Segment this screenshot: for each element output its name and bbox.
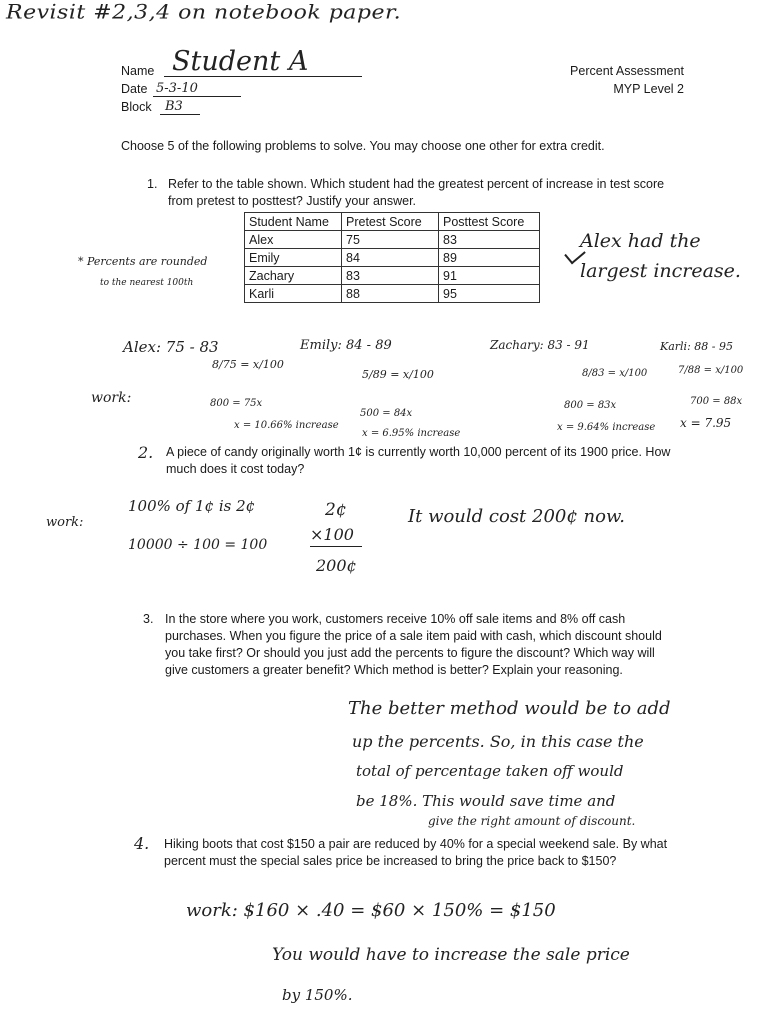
assessment-title: Percent Assessment bbox=[570, 64, 684, 78]
table-cell: Zachary bbox=[245, 267, 342, 285]
q4-work: work: $160 × .40 = $60 × 150% = $150 bbox=[186, 900, 556, 921]
instructions: Choose 5 of the following problems to solve. You may choose one other for extra credit. bbox=[121, 139, 605, 153]
table-row bbox=[245, 231, 540, 249]
table-cell: 75 bbox=[342, 231, 439, 249]
table-cell: Alex bbox=[245, 231, 342, 249]
block-label: Block bbox=[121, 100, 152, 114]
q1-number: 1. bbox=[147, 177, 158, 191]
q3-number: 3. bbox=[143, 612, 154, 626]
table-cell: 91 bbox=[439, 267, 540, 285]
block-value: B3 bbox=[165, 99, 183, 114]
table-cell: 83 bbox=[439, 231, 540, 249]
assessment-level: MYP Level 2 bbox=[613, 82, 684, 96]
q2-mult-result: 200¢ bbox=[316, 556, 357, 575]
date-value: 5-3-10 bbox=[156, 81, 198, 96]
q4-text: Hiking boots that cost $150 a pair are reduced by 40% for a special weekend sale. By what percent must the special sales price be increased to bring the price back to $150? bbox=[164, 837, 668, 868]
table-cell: 84 bbox=[342, 249, 439, 267]
table-header-row bbox=[245, 213, 540, 231]
work-karli-result: x = 7.95 bbox=[680, 416, 732, 430]
q4-number: 4. bbox=[134, 834, 150, 853]
q1-side-note: * Percents are rounded bbox=[78, 255, 208, 268]
work-alex-ratio: 8/75 = x/100 bbox=[212, 358, 284, 371]
table-cell: 88 bbox=[342, 285, 439, 303]
date-underline bbox=[153, 96, 241, 97]
table-row bbox=[245, 249, 540, 267]
table-cell: 95 bbox=[439, 285, 540, 303]
table-row bbox=[245, 285, 540, 303]
work-alex-title: Alex: 75 - 83 bbox=[123, 338, 219, 356]
q1-work-label: work: bbox=[91, 390, 132, 406]
name-value: Student A bbox=[172, 46, 309, 77]
q4-answer-line-1: You would have to increase the sale price bbox=[272, 945, 630, 965]
work-emily-cross: 500 = 84x bbox=[360, 408, 413, 419]
date-label: Date bbox=[121, 82, 148, 96]
table-cell: Karli bbox=[245, 285, 342, 303]
work-zachary-cross: 800 = 83x bbox=[564, 400, 617, 411]
work-emily-result: x = 6.95% increase bbox=[362, 428, 461, 439]
table-cell: 83 bbox=[342, 267, 439, 285]
work-karli-title: Karli: 88 - 95 bbox=[660, 340, 733, 353]
table-header-cell: Student Name bbox=[245, 213, 342, 231]
work-zachary-title: Zachary: 83 - 91 bbox=[490, 338, 590, 352]
q2-mult-bottom: ×100 bbox=[310, 525, 354, 544]
q2-work-1: 100% of 1¢ is 2¢ bbox=[128, 497, 256, 515]
work-zachary-result: x = 9.64% increase bbox=[557, 422, 656, 433]
work-alex-result: x = 10.66% increase bbox=[234, 420, 339, 431]
work-karli-cross: 700 = 88x bbox=[690, 396, 743, 407]
q4-answer-line-2: by 150%. bbox=[282, 986, 353, 1004]
q1-answer-line-2: largest increase. bbox=[580, 260, 741, 282]
q1-text: Refer to the table shown. Which student had the greatest percent of increase in test score from pretest to posttest? Justify your answer. bbox=[168, 177, 665, 208]
table-cell: Emily bbox=[245, 249, 342, 267]
q2-number: 2. bbox=[138, 443, 154, 462]
q2-work-label: work: bbox=[46, 515, 84, 530]
work-emily-ratio: 5/89 = x/100 bbox=[362, 368, 434, 381]
q2-mult-top: 2¢ bbox=[325, 500, 347, 520]
table-cell: 89 bbox=[439, 249, 540, 267]
name-label: Name bbox=[121, 64, 155, 78]
q3-answer-line-2: up the percents. So, in this case the bbox=[352, 732, 644, 751]
q3-answer-line-4: be 18%. This would save time and bbox=[356, 792, 616, 810]
q2-work-2: 10000 ÷ 100 = 100 bbox=[128, 537, 268, 553]
work-zachary-ratio: 8/83 = x/100 bbox=[582, 368, 648, 379]
q2-mult-line bbox=[310, 546, 362, 547]
q1-side-note-2: to the nearest 100th bbox=[100, 278, 194, 288]
q3-answer-line-5: give the right amount of discount. bbox=[428, 814, 636, 828]
score-table bbox=[244, 212, 540, 303]
revisit-note: Revisit #2,3,4 on notebook paper. bbox=[6, 1, 402, 24]
work-alex-cross: 800 = 75x bbox=[210, 398, 263, 409]
work-karli-ratio: 7/88 = x/100 bbox=[678, 365, 744, 376]
name-underline bbox=[164, 76, 362, 77]
q3-answer-line-3: total of percentage taken off would bbox=[356, 762, 624, 780]
block-underline bbox=[160, 114, 200, 115]
table-header-cell: Posttest Score bbox=[439, 213, 540, 231]
q3-text: In the store where you work, customers receive 10% off sale items and 8% off cash purchases. When you figure the price of a sale item paid with cash, which discount should you take first? Or should you just add the percents to figure the discount? Which way will give customers a greater benefit? Which method is better? Explain your reasoning. bbox=[165, 612, 662, 677]
work-emily-title: Emily: 84 - 89 bbox=[300, 338, 392, 353]
q2-answer: It would cost 200¢ now. bbox=[408, 506, 625, 527]
q1-answer-line-1: Alex had the bbox=[580, 230, 701, 252]
table-header-cell: Pretest Score bbox=[342, 213, 439, 231]
q2-text: A piece of candy originally worth 1¢ is currently worth 10,000 percent of its 1900 price. How much does it cost today? bbox=[166, 445, 671, 476]
q3-answer-line-1: The better method would be to add bbox=[348, 698, 671, 719]
table-row bbox=[245, 267, 540, 285]
